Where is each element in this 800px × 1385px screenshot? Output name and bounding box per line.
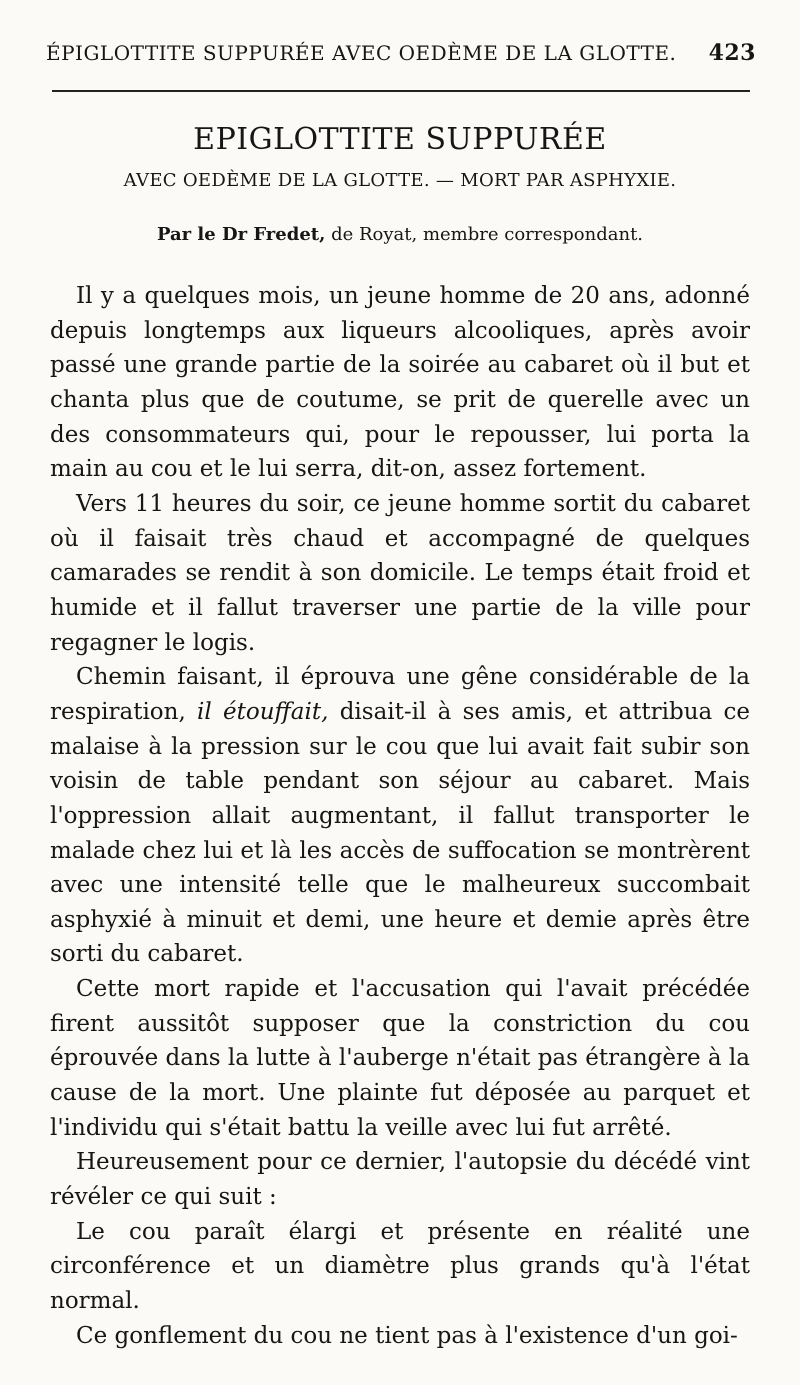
paragraph-7: Ce gonflement du cou ne tient pas à l'existence d'un goi-: [76, 1322, 738, 1349]
byline-affiliation: de Royat, membre correspondant.: [331, 224, 644, 245]
paragraph-6: Le cou paraît élargi et présente en réalité une circonférence et un diamètre plus grands qu'à l'état normal.: [50, 1218, 750, 1315]
paragraph-2: Vers 11 heures du soir, ce jeune homme sortit du cabaret où il faisait très chaud et accompagné de quelques camarades se rendit à son domicile. Le temps était froid et humide et il fallut traverser une partie de la ville pour regagner le logis.: [50, 490, 750, 656]
byline-author: Par le Dr Fredet,: [156, 224, 326, 245]
header-rule: [52, 90, 750, 92]
paragraph-3-italic: il étouffait,: [197, 698, 329, 725]
article-body: [50, 279, 750, 1353]
paragraph-1: Il y a quelques mois, un jeune homme de 20 ans, adonné depuis longtemps aux liqueurs alcooliques, après avoir passé une grande partie de la soirée au cabaret où il but et chanta plus que de coutume, se prit de querelle avec un des consommateurs qui, pour le repousser, lui porta la main au cou et le lui serra, dit-on, assez fortement.: [50, 283, 750, 483]
paragraph-3-end: disait-il à ses amis, et attribua ce malaise à la pression sur le cou que lui avait fait subir son voisin de table pendant son séjour au cabaret. Mais l'oppression allait augmentant, il fallut transporter le malade chez lui et là les accès de suffocation se montrèrent avec une intensité telle que le malheureux succombait asphyxié à minuit et demi, une heure et demie après être sorti du cabaret.: [50, 698, 750, 968]
running-head-title: ÉPIGLOTTITE SUPPURÉE AVEC OEDÈME DE LA GLOTTE.: [46, 41, 677, 65]
running-head: [46, 40, 756, 66]
paragraph-3: [50, 660, 750, 972]
page-number: 423: [708, 40, 756, 66]
paragraph-3-start: Chemin faisant, il éprouva une gêne considérable de la respiration,: [50, 664, 750, 725]
article-subtitle: AVEC OEDÈME DE LA GLOTTE. — MORT PAR ASPHYXIE.: [123, 170, 677, 191]
paragraph-4: Cette mort rapide et l'accusation qui l'avait précédée firent aussitôt supposer que la constriction du cou éprouvée dans la lutte à l'auberge n'était pas étrangère à la cause de la mort. Une plainte fut déposée au parquet et l'individu qui s'était battu la veille avec lui fut arrêté.: [50, 976, 750, 1141]
byline: [0, 224, 800, 245]
paragraph-5: Heureusement pour ce dernier, l'autopsie du décédé vint révéler ce qui suit :: [50, 1149, 750, 1211]
article-title: EPIGLOTTITE SUPPURÉE: [193, 122, 607, 157]
